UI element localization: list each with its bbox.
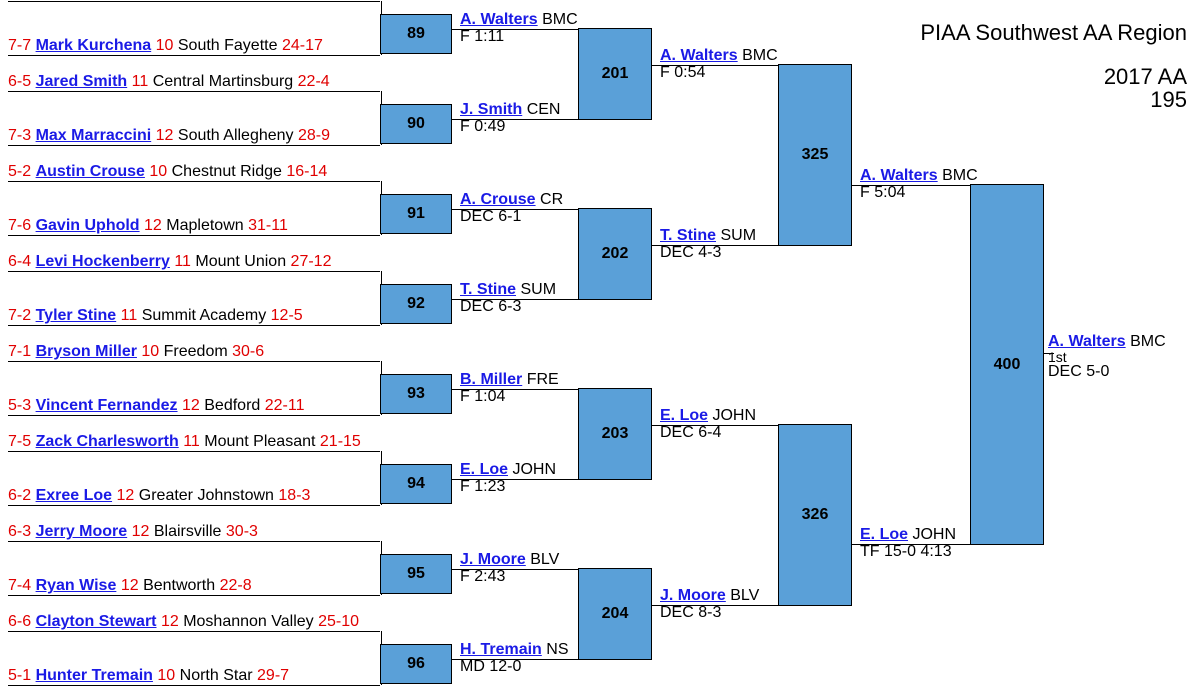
entrant-school: Mapletown xyxy=(166,217,244,234)
entrant-school: Bedford xyxy=(204,397,261,414)
entrant-grade: 12 xyxy=(182,397,200,414)
entrant-record: 18-3 xyxy=(278,487,311,504)
winner-team: SUM xyxy=(720,227,757,244)
bout-box[interactable]: 326 xyxy=(778,424,852,606)
winner-name-link[interactable]: J. Moore xyxy=(460,551,526,568)
entrant-name-link[interactable]: Bryson Miller xyxy=(35,343,137,360)
bout-result: F 1:23 xyxy=(460,478,506,495)
entrant xyxy=(8,667,289,685)
weight-class-label: 195 xyxy=(1150,87,1187,112)
winner-team: BMC xyxy=(742,47,778,64)
entrant-record: 24-17 xyxy=(281,37,323,54)
bracket-line xyxy=(8,685,380,686)
bout-box[interactable]: 202 xyxy=(578,208,652,300)
bout-result: DEC 6-1 xyxy=(460,208,522,225)
bout-result: DEC 5-0 xyxy=(1048,363,1110,380)
entrant-school: Bentworth xyxy=(143,577,216,594)
winner-name-link[interactable]: E. Loe xyxy=(860,526,909,543)
entrant-record: 22-4 xyxy=(297,73,330,90)
champion-team: BMC xyxy=(1130,333,1166,350)
champion xyxy=(1048,334,1166,350)
bout-result: F 1:04 xyxy=(460,388,506,405)
entrant-grade: 12 xyxy=(160,613,179,630)
winner-name-link[interactable]: A. Walters xyxy=(860,167,938,184)
entrant-grade: 11 xyxy=(131,73,149,90)
winner-name-link[interactable]: A. Walters xyxy=(660,47,738,64)
bout-box[interactable]: 203 xyxy=(578,388,652,480)
winner-name-link[interactable]: T. Stine xyxy=(660,227,717,244)
year-class-label: 2017 AA xyxy=(1103,64,1187,89)
bracket-line xyxy=(8,181,380,182)
entrant-name-link[interactable]: Vincent Fernandez xyxy=(35,397,178,414)
entrant-name-link[interactable]: Max Marraccini xyxy=(35,127,152,144)
bracket-line xyxy=(8,145,380,146)
entrant-school: Mount Pleasant xyxy=(204,433,316,450)
region-title: PIAA Southwest AA Region xyxy=(920,20,1187,45)
entrant-grade: 12 xyxy=(120,577,139,594)
bracket-line xyxy=(8,235,380,236)
bout-result: MD 12-0 xyxy=(460,658,522,675)
bout-winner xyxy=(660,228,756,244)
entrant-record: 22-8 xyxy=(219,577,252,594)
entrant-grade: 12 xyxy=(131,523,150,540)
bout-winner xyxy=(460,642,569,658)
winner-name-link[interactable]: A. Walters xyxy=(460,11,538,28)
entrant-grade: 11 xyxy=(120,307,138,324)
bout-result: F 0:54 xyxy=(660,64,706,81)
entrant-seed: 7-4 xyxy=(8,577,32,594)
bracket-line xyxy=(8,1,380,2)
entrant-seed: 7-1 xyxy=(8,343,32,360)
entrant-seed: 7-2 xyxy=(8,307,32,324)
entrant-grade: 10 xyxy=(157,667,176,684)
entrant-seed: 6-6 xyxy=(8,613,32,630)
bout-winner xyxy=(460,282,556,298)
entrant-record: 27-12 xyxy=(290,253,332,270)
entrant-seed: 6-3 xyxy=(8,523,32,540)
entrant-grade: 11 xyxy=(174,253,191,270)
entrant-name-link[interactable]: Austin Crouse xyxy=(35,163,145,180)
entrant-name-link[interactable]: Exree Loe xyxy=(35,487,113,504)
entrant-grade: 11 xyxy=(183,433,200,450)
entrant-name-link[interactable]: Tyler Stine xyxy=(35,307,117,324)
entrant xyxy=(8,73,330,91)
entrant-name-link[interactable]: Clayton Stewart xyxy=(35,613,157,630)
entrant-school: Freedom xyxy=(163,343,228,360)
entrant-name-link[interactable]: Gavin Uphold xyxy=(35,217,140,234)
bout-result: F 1:11 xyxy=(460,28,505,45)
entrant-seed: 7-5 xyxy=(8,433,32,450)
entrant-school: Mount Union xyxy=(195,253,287,270)
bracket-line xyxy=(8,91,380,92)
bout-result: DEC 8-3 xyxy=(660,604,722,621)
entrant xyxy=(8,253,331,271)
entrant xyxy=(8,307,303,325)
bout-box[interactable]: 89 xyxy=(380,14,452,54)
champion-place: 1st xyxy=(1048,349,1067,365)
bout-winner xyxy=(860,168,978,184)
bout-result: TF 15-0 4:13 xyxy=(860,543,952,560)
bout-winner xyxy=(860,527,956,543)
entrant-record: 12-5 xyxy=(270,307,303,324)
bout-box[interactable]: 325 xyxy=(778,64,852,246)
entrant-grade: 12 xyxy=(155,127,174,144)
winner-name-link[interactable]: A. Crouse xyxy=(460,191,536,208)
entrant-seed: 6-5 xyxy=(8,73,32,90)
entrant-record: 21-15 xyxy=(319,433,361,450)
entrant-seed: 5-1 xyxy=(8,667,32,684)
entrant-seed: 7-6 xyxy=(8,217,32,234)
winner-name-link[interactable]: E. Loe xyxy=(460,461,509,478)
entrant-seed: 7-3 xyxy=(8,127,32,144)
entrant-grade: 10 xyxy=(149,163,168,180)
entrant xyxy=(8,127,330,145)
entrant-school: Blairsville xyxy=(153,523,222,540)
entrant-school: Chestnut Ridge xyxy=(171,163,282,180)
winner-name-link[interactable]: H. Tremain xyxy=(460,641,542,658)
winner-team: JOHN xyxy=(912,526,957,543)
bout-box[interactable]: 92 xyxy=(380,284,452,324)
bout-result: DEC 6-3 xyxy=(460,298,522,315)
bout-winner xyxy=(660,48,778,64)
bout-result: F 2:43 xyxy=(460,568,506,585)
entrant-grade: 12 xyxy=(144,217,162,234)
winner-team: SUM xyxy=(520,281,557,298)
winner-team: BMC xyxy=(942,167,978,184)
entrant-seed: 7-7 xyxy=(8,37,32,54)
winner-team: FRE xyxy=(526,371,559,388)
bracket-line xyxy=(8,631,380,632)
bout-winner xyxy=(460,372,559,388)
bout-box[interactable]: 400 xyxy=(970,184,1044,545)
entrant xyxy=(8,523,258,541)
bracket-line xyxy=(8,505,380,506)
winner-team: BLV xyxy=(730,587,760,604)
entrant-school: South Allegheny xyxy=(177,127,294,144)
bracket-line xyxy=(8,361,380,362)
bracket-line xyxy=(8,595,380,596)
bracket-line xyxy=(8,325,380,326)
entrant xyxy=(8,163,327,181)
entrant-name-link[interactable]: Jerry Moore xyxy=(35,523,128,540)
bout-result: DEC 6-4 xyxy=(660,424,722,441)
entrant-record: 22-11 xyxy=(264,397,305,414)
champion-name-link[interactable]: A. Walters xyxy=(1048,333,1126,350)
entrant-school: Moshannon Valley xyxy=(183,613,314,630)
entrant-name-link[interactable]: Zack Charlesworth xyxy=(35,433,179,450)
entrant-seed: 5-2 xyxy=(8,163,32,180)
entrant-seed: 5-3 xyxy=(8,397,32,414)
bout-result: F 0:49 xyxy=(460,118,506,135)
entrant-record: 31-11 xyxy=(248,217,288,234)
winner-team: JOHN xyxy=(712,407,757,424)
winner-team: BLV xyxy=(530,551,560,568)
entrant xyxy=(8,613,359,631)
winner-team: BMC xyxy=(542,11,578,28)
winner-team: CEN xyxy=(526,101,561,118)
entrant xyxy=(8,487,310,505)
bout-result: DEC 4-3 xyxy=(660,244,722,261)
entrant-school: South Fayette xyxy=(177,37,278,54)
bout-winner xyxy=(460,12,578,28)
bout-box[interactable]: 91 xyxy=(380,194,452,234)
entrant-school: North Star xyxy=(179,667,253,684)
winner-name-link[interactable]: J. Moore xyxy=(660,587,726,604)
entrant-record: 29-7 xyxy=(257,667,290,684)
bout-box[interactable]: 93 xyxy=(380,374,452,414)
entrant-seed: 6-2 xyxy=(8,487,32,504)
entrant xyxy=(8,343,264,361)
bout-box[interactable]: 94 xyxy=(380,464,452,504)
entrant-name-link[interactable]: Levi Hockenberry xyxy=(35,253,170,270)
bout-result: F 5:04 xyxy=(860,184,906,201)
bout-box[interactable]: 90 xyxy=(380,104,452,144)
winner-team: NS xyxy=(546,641,569,658)
entrant xyxy=(8,217,288,235)
bout-winner xyxy=(460,192,563,208)
bout-box[interactable]: 204 xyxy=(578,568,652,660)
bout-box[interactable]: 95 xyxy=(380,554,452,594)
entrant-record: 25-10 xyxy=(318,613,360,630)
bracket-line xyxy=(8,541,380,542)
winner-team: CR xyxy=(540,191,564,208)
entrant-name-link[interactable]: Jared Smith xyxy=(35,73,128,90)
entrant-seed: 6-4 xyxy=(8,253,32,270)
entrant xyxy=(8,37,323,55)
bout-winner xyxy=(460,552,559,568)
bout-box[interactable]: 201 xyxy=(578,28,652,120)
winner-name-link[interactable]: E. Loe xyxy=(660,407,709,424)
entrant-grade: 10 xyxy=(155,37,174,54)
winner-name-link[interactable]: J. Smith xyxy=(460,101,523,118)
entrant-school: Summit Academy xyxy=(141,307,267,324)
entrant-name-link[interactable]: Ryan Wise xyxy=(35,577,117,594)
entrant-grade: 12 xyxy=(116,487,135,504)
entrant-record: 16-14 xyxy=(286,163,328,180)
entrant-name-link[interactable]: Hunter Tremain xyxy=(35,667,153,684)
entrant xyxy=(8,433,361,451)
bout-box[interactable]: 96 xyxy=(380,644,452,684)
entrant-school: Greater Johnstown xyxy=(138,487,274,504)
bracket-line xyxy=(8,55,380,56)
bracket-line xyxy=(8,451,380,452)
bout-winner xyxy=(460,102,560,118)
entrant-name-link[interactable]: Mark Kurchena xyxy=(35,37,152,54)
winner-name-link[interactable]: T. Stine xyxy=(460,281,517,298)
bracket-line xyxy=(8,271,380,272)
bracket-line xyxy=(8,415,380,416)
entrant-record: 30-6 xyxy=(232,343,265,360)
bout-winner xyxy=(460,462,556,478)
winner-team: JOHN xyxy=(512,461,557,478)
winner-name-link[interactable]: B. Miller xyxy=(460,371,523,388)
entrant-record: 30-3 xyxy=(225,523,258,540)
entrant-record: 28-9 xyxy=(298,127,331,144)
entrant xyxy=(8,577,252,595)
bout-winner xyxy=(660,408,756,424)
entrant xyxy=(8,397,304,415)
entrant-grade: 10 xyxy=(141,343,160,360)
entrant-school: Central Martinsburg xyxy=(152,73,294,90)
bout-winner xyxy=(660,588,759,604)
